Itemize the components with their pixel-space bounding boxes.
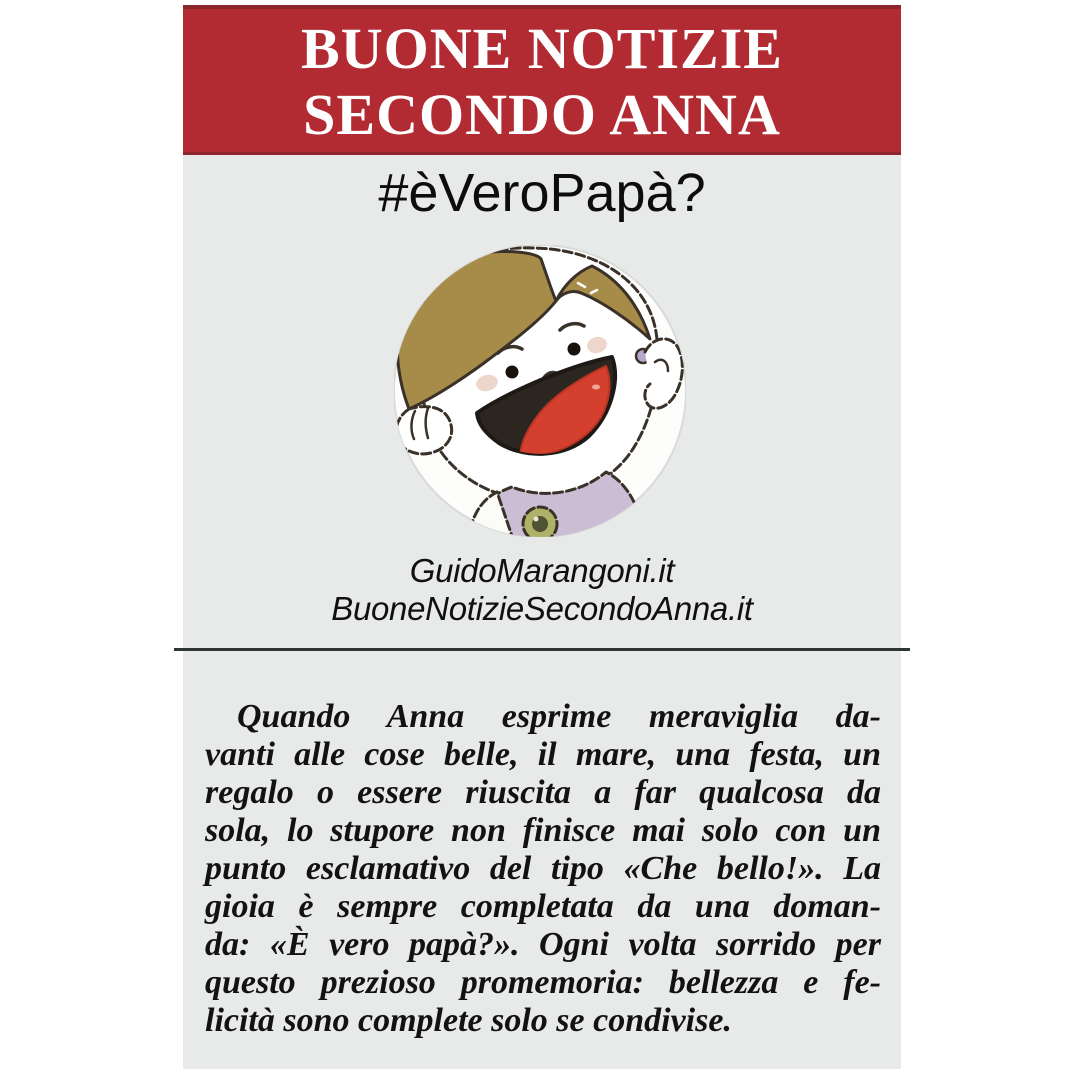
article-line: da: «È vero papà?». Ogni volta sorrido per (205, 926, 881, 963)
article-line: Quando Anna esprime meraviglia da- (237, 698, 881, 735)
column-title-line-1: BUONE NOTIZIE (301, 15, 783, 81)
article-line: sola, lo stupore non finisce mai solo con un (205, 812, 881, 849)
article-line: gioia è sempre completata da una doman- (205, 888, 881, 925)
column-title-line-2: SECONDO ANNA (303, 81, 781, 147)
link-guidomarangoni[interactable]: GuidoMarangoni.it (409, 552, 675, 589)
website-links (183, 552, 901, 628)
hashtag-label: #èVeroPapà? (378, 163, 706, 223)
article-line: regalo o essere riuscita a far qualcosa da (205, 774, 881, 811)
avatar (394, 245, 686, 537)
article-line: vanti alle cose belle, il mare, una festa, un (205, 736, 881, 773)
divider-rule (174, 648, 910, 651)
article-text (205, 698, 881, 1040)
child-face-illustration (394, 245, 686, 537)
article-line: questo prezioso promemoria: bellezza e fe- (205, 964, 881, 1001)
column-header-banner (183, 5, 901, 155)
article-line: licità sono complete solo se condivise. (205, 1002, 732, 1039)
news-card (183, 5, 901, 1069)
eye-left (506, 366, 519, 379)
link-buonenotiziesecondoanna[interactable]: BuoneNotizieSecondoAnna.it (331, 590, 753, 627)
eye-right (568, 343, 581, 356)
article-line: punto esclamativo del tipo «Che bello!». La (205, 850, 881, 887)
